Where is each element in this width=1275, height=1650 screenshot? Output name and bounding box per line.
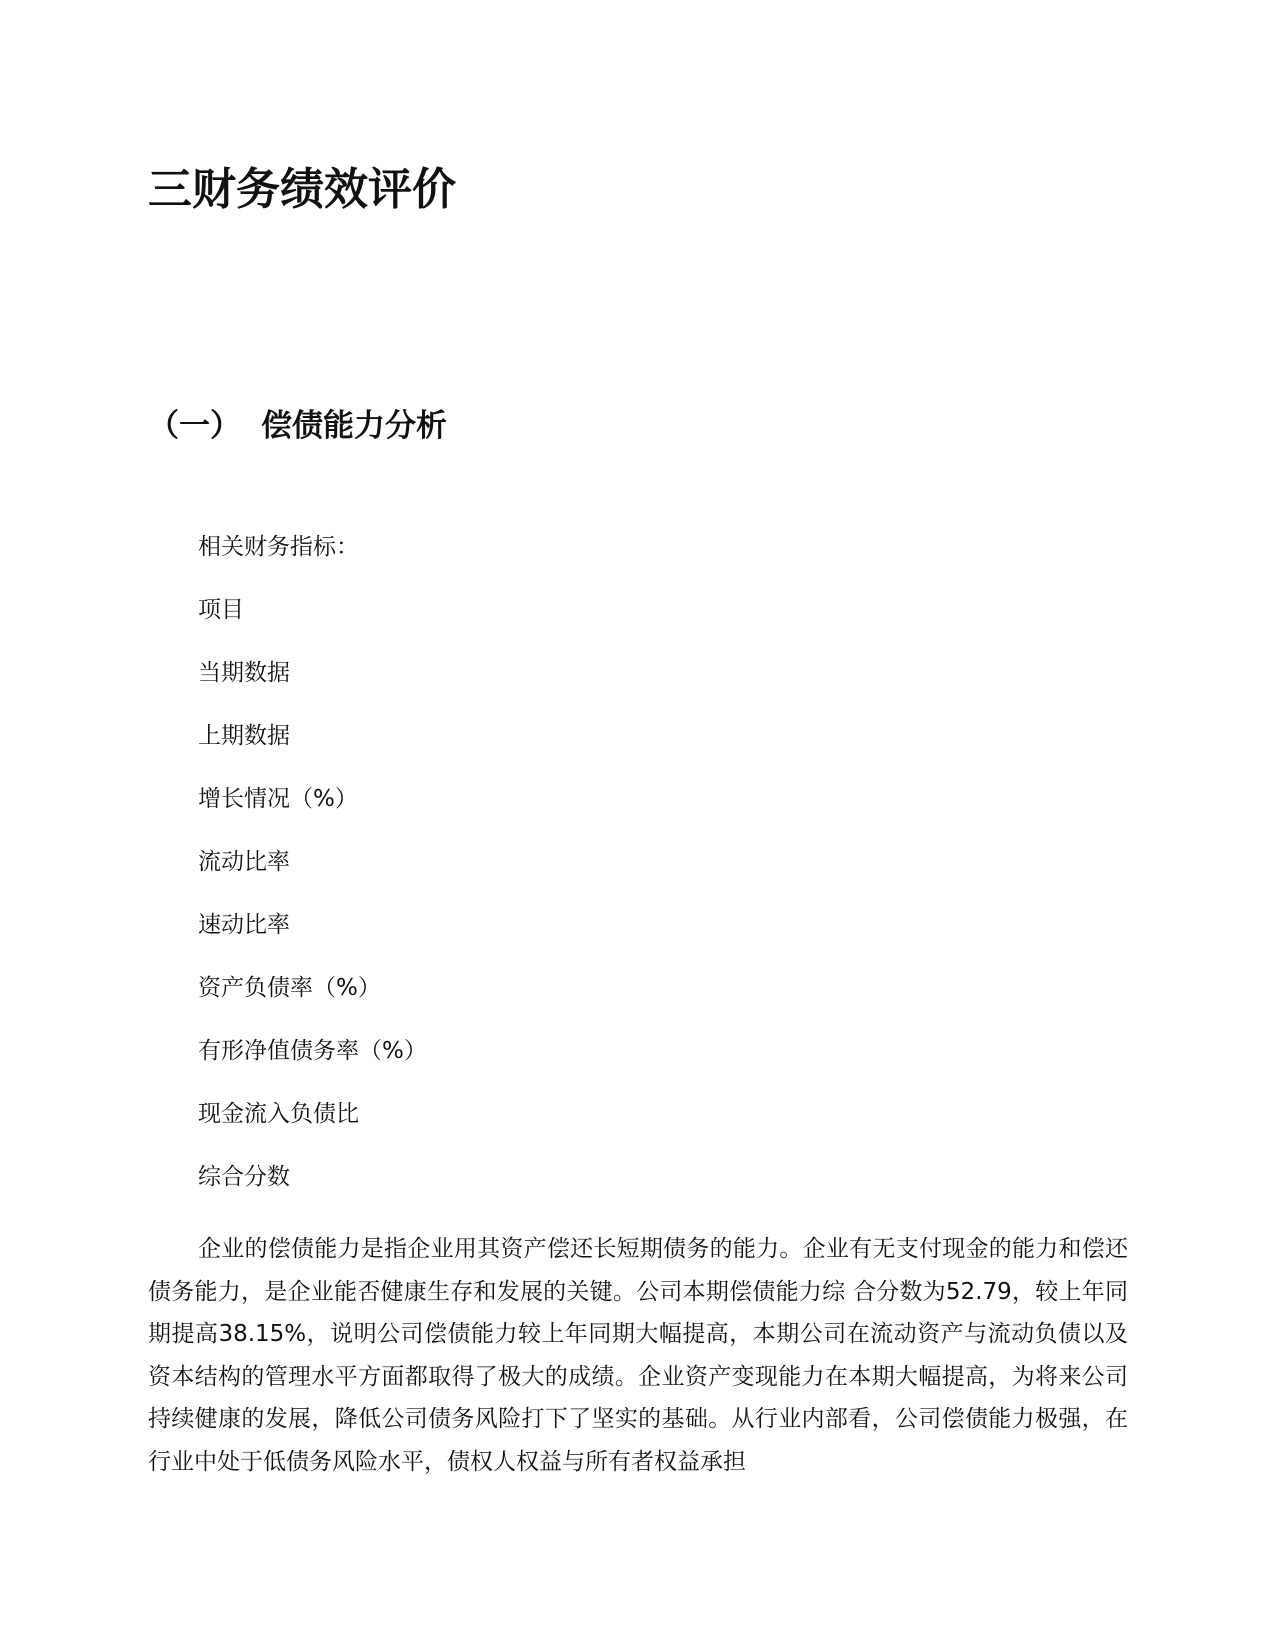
analysis-paragraph: 企业的偿债能力是指企业用其资产偿还长短期债务的能力。企业有无支付现金的能力和偿还债务能力，是企业能否健康生存和发展的关键。公司本期偿债能力综 合分数为52.79，较上年同期提高38.15%，说明公司偿债能力较上年同期大幅提高，本期公司在流动资产与流动负债以及资本结构的管理水平方面都取得了极大的成绩。企业资产变现能力在本期大幅提高，为将来公司持续健康的发展，降低公司债务风险打下了坚实的基础。从行业内部看，公司偿债能力极强，在行业中处于低债务风险水平，债权人权益与所有者权益承担 (148, 1236, 1128, 1475)
indicator-line: 增长情况（%） (198, 786, 358, 812)
indicator-line: 项目 (198, 597, 244, 623)
indicator-intro: 相关财务指标： (198, 534, 359, 560)
section-heading (148, 406, 447, 446)
indicator-line: 流动比率 (198, 849, 290, 875)
document-title: 三财务绩效评价 (148, 164, 456, 215)
section-title: 偿债能力分析 (261, 408, 447, 444)
indicator-line: 资产负债率（%） (198, 975, 381, 1001)
financial-indicator-list (198, 532, 427, 1225)
indicator-line: 综合分数 (198, 1164, 290, 1190)
indicator-line: 现金流入负债比 (198, 1101, 359, 1127)
indicator-line: 当期数据 (198, 660, 290, 686)
indicator-line: 有形净值债务率（%） (198, 1038, 427, 1064)
section-number: （一） (148, 408, 241, 444)
indicator-line: 上期数据 (198, 723, 290, 749)
indicator-line: 速动比率 (198, 912, 290, 938)
